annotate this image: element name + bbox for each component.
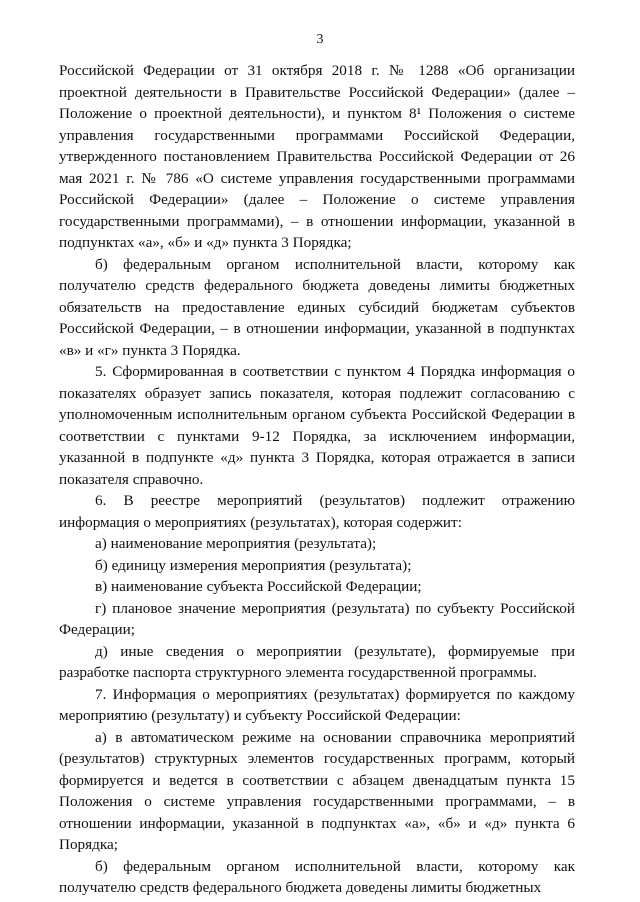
paragraph-5: 5. Сформированная в соответствии с пунктом 4 Порядка информация о показателях образует запись показателя, которая подлежит согласованию с уполномоченным исполнительным органом субъекта Российской Федерации в соответствии с пунктами 9-12 Порядка, за исключением информации, указанной в подпункте «д» пункта 3 Порядка, которая отражается в записи показателя справочно.	[59, 363, 575, 488]
paragraph-continuation: Российской Федерации от 31 октября 2018 г. № 1288 «Об организации проектной деятельности в Правительстве Российской Федерации» (далее – Положение о проектной деятельности), и пунктом 8¹ Положения о системе управления государственными программами Российской Федерации, утвержденного постановлением Правительства Российской Федерации от 26 мая 2021 г. № 786 «О системе управления государственными программами Российской Федерации» (далее – Положение о системе управления государственными программами), – в отношении информации, указанной в подпунктах «а», «б» и «д» пункта 3 Порядка;	[59, 62, 575, 251]
page-number: 3	[316, 32, 324, 47]
paragraph-4b: б) федеральным органом исполнительной власти, которому как получателю средств федерального бюджета доведены лимиты бюджетных обязательств на предоставление единых субсидий бюджетам субъектов Российской Федерации, – в отношении информации, указанной в подпунктах «в» и «г» пункта 3 Порядка.	[59, 255, 575, 359]
list-item-6d: г) плановое значение мероприятия (результата) по субъекту Российской Федерации;	[59, 599, 575, 638]
document-body	[59, 60, 575, 899]
list-item-7b: б) федеральным органом исполнительной власти, которому как получателю средств федерального бюджета доведены лимиты бюджетных	[59, 857, 575, 896]
list-item-6e: д) иные сведения о мероприятии (результате), формируемые при разработке паспорта структурного элемента государственной программы.	[59, 642, 575, 681]
list-item-7a: а) в автоматическом режиме на основании справочника мероприятий (результатов) структурных элементов государственных программ, который формируется и ведется в соответствии с абзацем двенадцатым пункта 15 Положения о системе управления государственными программами, – в отношении информации, указанной в подпунктах «а», «б» и «д» пункта 6 Порядка;	[59, 728, 575, 853]
list-item-6c: в) наименование субъекта Российской Федерации;	[95, 578, 422, 595]
list-item-6a: а) наименование мероприятия (результата);	[95, 535, 377, 552]
paragraph-7: 7. Информация о мероприятиях (результатах) формируется по каждому мероприятию (результату) и субъекту Российской Федерации:	[59, 685, 575, 724]
list-item-6b: б) единицу измерения мероприятия (результата);	[95, 556, 412, 574]
paragraph-6: 6. В реестре мероприятий (результатов) подлежит отражению информация о мероприятиях (результатах), которая содержит:	[59, 492, 575, 531]
